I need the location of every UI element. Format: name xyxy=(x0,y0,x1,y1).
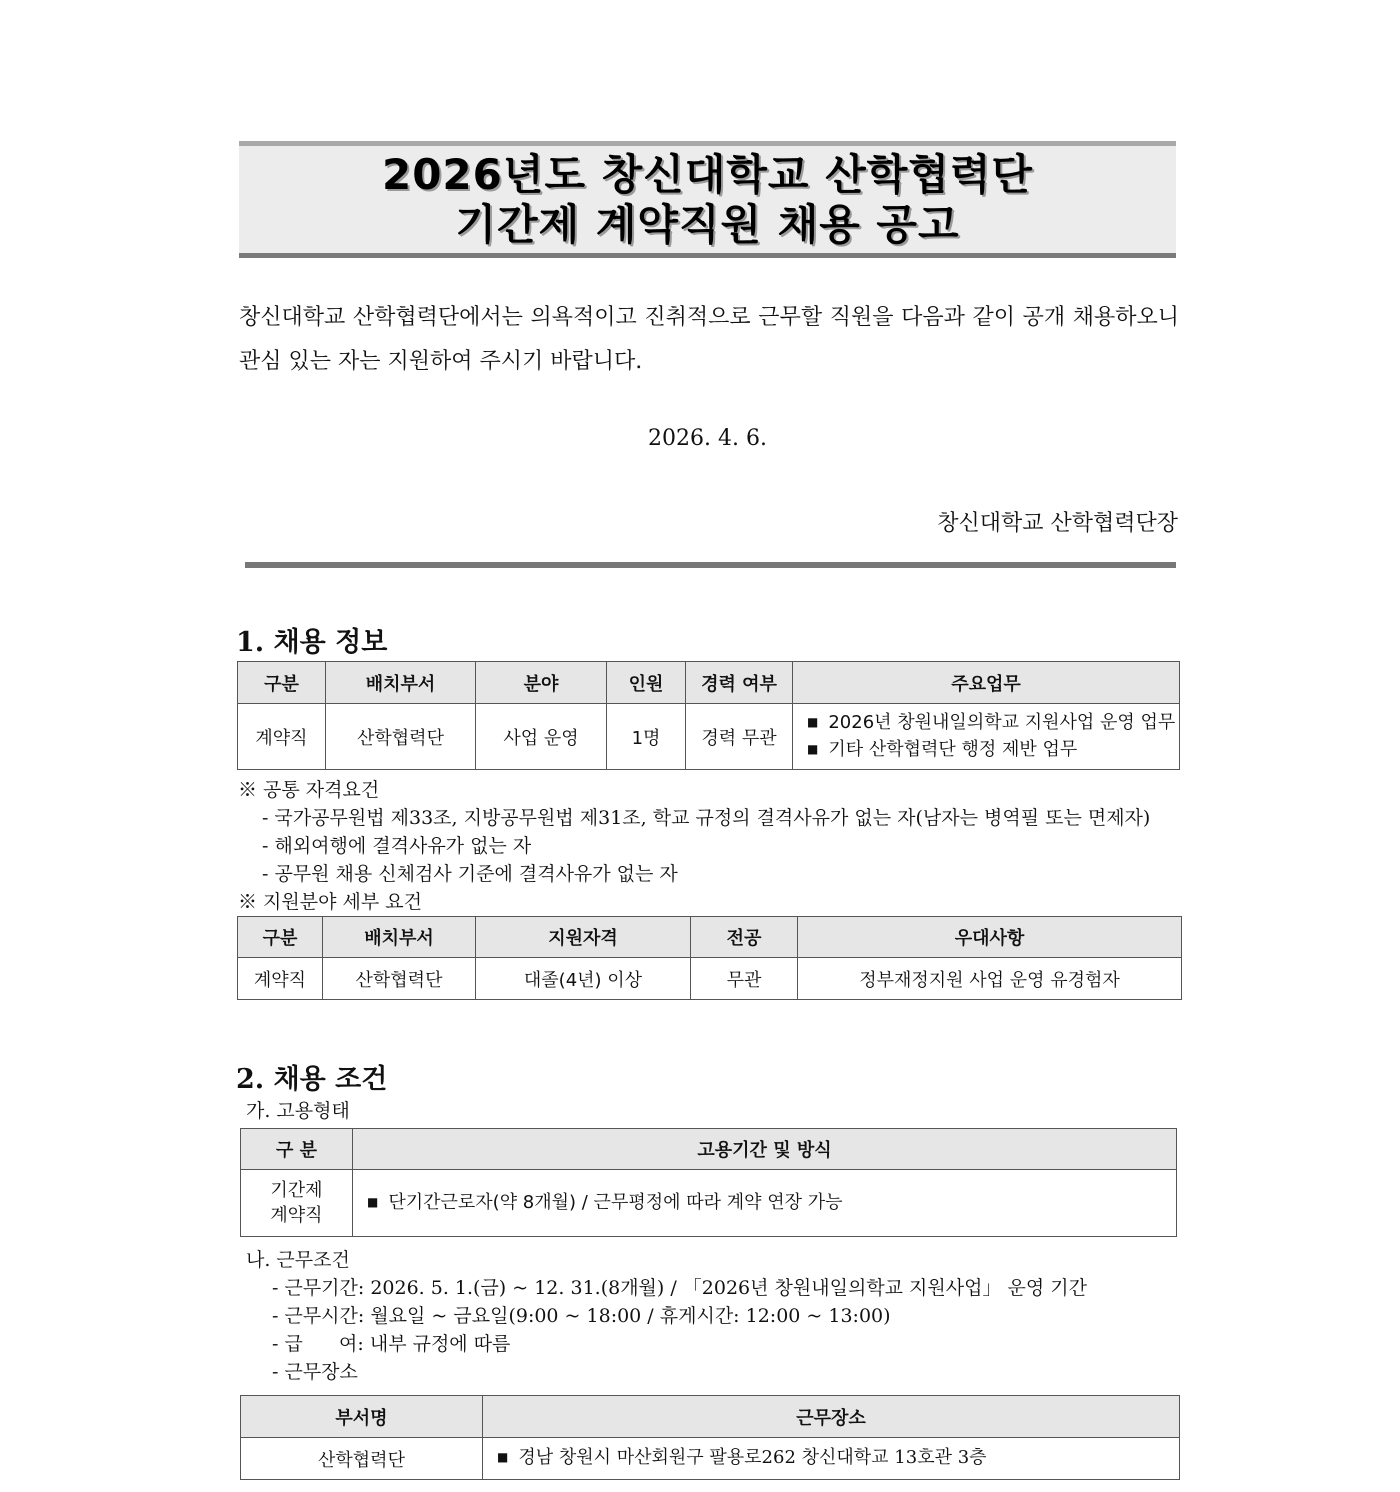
table-header-row xyxy=(241,1129,1177,1170)
common-req-item: - 국가공무원법 제33조, 지방공무원법 제31조, 학교 규정의 결격사유가 없는 자(남자는 병역필 또는 면제자) xyxy=(262,807,1151,829)
common-req-item: - 공무원 채용 신체검사 기준에 결격사유가 없는 자 xyxy=(262,863,678,885)
header-cell: 배치부서 xyxy=(326,662,476,704)
header-cell: 인원 xyxy=(607,662,686,704)
subsection-b-title: 나. 근무조건 xyxy=(246,1249,350,1271)
condition-item: - 근무시간: 월요일 ~ 금요일(9:00 ~ 18:00 / 휴게시간: 12:00 ~ 13:00) xyxy=(272,1305,891,1327)
divider xyxy=(245,562,1176,568)
title-banner xyxy=(239,141,1176,258)
header-cell: 구분 xyxy=(238,662,326,704)
table-header-row xyxy=(238,917,1182,958)
header-cell: 분야 xyxy=(476,662,607,704)
subsection-a-title: 가. 고용형태 xyxy=(246,1100,350,1122)
table-cell: 산학협력단 xyxy=(323,958,476,1000)
employment-type-value xyxy=(353,1170,1177,1237)
announcement-date: 2026. 4. 6. xyxy=(648,426,767,451)
cell-dept: 산학협력단 xyxy=(326,704,476,770)
table-row xyxy=(241,1170,1177,1237)
detail-req-title: ※ 지원분야 세부 요건 xyxy=(238,891,422,913)
header-cell: 근무장소 xyxy=(483,1396,1180,1438)
condition-item: - 근무장소 xyxy=(272,1361,358,1383)
table-row xyxy=(238,704,1180,770)
condition-item: - 급 여: 내부 규정에 따름 xyxy=(272,1333,511,1355)
label-line: 기간제 xyxy=(270,1180,323,1201)
header-cell: 전공 xyxy=(691,917,798,958)
signer: 창신대학교 산학협력단장 xyxy=(937,511,1178,536)
table-row xyxy=(238,958,1182,1000)
table-header-row xyxy=(241,1396,1180,1438)
cell-field: 사업 운영 xyxy=(476,704,607,770)
title-line-2: 기간제 계약직원 채용 공고 xyxy=(455,199,960,249)
label-line: 계약직 xyxy=(270,1205,323,1226)
duty-item: ■ 2026년 창원내일의학교 지원사업 운영 업무 xyxy=(807,710,1178,737)
table-cell: 무관 xyxy=(691,958,798,1000)
table-header-row xyxy=(238,662,1180,704)
table-cell: 산학협력단 xyxy=(241,1438,483,1480)
header-cell: 지원자격 xyxy=(476,917,691,958)
header-cell: 구 분 xyxy=(241,1129,353,1170)
location-item: ■ 경남 창원시 마산회원구 팔용로262 창신대학교 13호관 3층 xyxy=(497,1445,1178,1472)
employment-type-label xyxy=(241,1170,353,1237)
header-cell: 배치부서 xyxy=(323,917,476,958)
common-req-title: ※ 공통 자격요건 xyxy=(238,779,380,801)
table-row xyxy=(241,1438,1180,1480)
location-cell xyxy=(483,1438,1180,1480)
employment-item: ■ 단기간근로자(약 8개월) / 근무평정에 따라 계약 연장 가능 xyxy=(367,1190,1175,1217)
work-location-table xyxy=(240,1395,1180,1480)
cell-type: 계약직 xyxy=(238,704,326,770)
cell-duties xyxy=(793,704,1180,770)
header-cell: 고용기간 및 방식 xyxy=(353,1129,1177,1170)
cell-count: 1명 xyxy=(607,704,686,770)
employment-type-table xyxy=(240,1128,1177,1237)
intro-paragraph: 창신대학교 산학협력단에서는 의욕적이고 진취적으로 근무할 직원을 다음과 같이 공개 채용하오니 관심 있는 자는 지원하여 주시기 바랍니다. xyxy=(239,305,1179,374)
duty-item: ■ 기타 산학협력단 행정 제반 업무 xyxy=(807,737,1178,764)
table-cell: 정부재정지원 사업 운영 유경험자 xyxy=(798,958,1182,1000)
header-cell: 부서명 xyxy=(241,1396,483,1438)
section-2-title: 2. 채용 조건 xyxy=(236,1064,388,1095)
table-cell: 계약직 xyxy=(238,958,323,1000)
title-line-1: 2026년도 창신대학교 산학협력단 xyxy=(381,149,1033,199)
cell-career: 경력 무관 xyxy=(686,704,793,770)
condition-item: - 근무기간: 2026. 5. 1.(금) ~ 12. 31.(8개월) / 「2026년 창원내일의학교 지원사업」 운영 기간 xyxy=(272,1277,1087,1299)
recruitment-info-table xyxy=(237,661,1180,770)
common-req-item: - 해외여행에 결격사유가 없는 자 xyxy=(262,835,532,857)
header-cell: 주요업무 xyxy=(793,662,1180,704)
header-cell: 구분 xyxy=(238,917,323,958)
header-cell: 경력 여부 xyxy=(686,662,793,704)
section-1-title: 1. 채용 정보 xyxy=(236,627,388,658)
table-cell: 대졸(4년) 이상 xyxy=(476,958,691,1000)
detail-requirements-table xyxy=(237,916,1182,1000)
header-cell: 우대사항 xyxy=(798,917,1182,958)
